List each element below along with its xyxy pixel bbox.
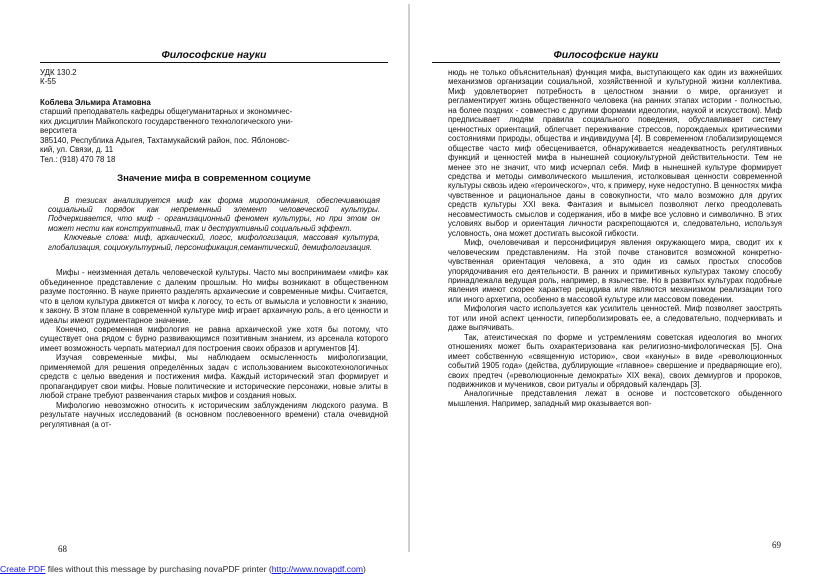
header-rule-left xyxy=(40,62,388,63)
address-line: кий, ул. Связи, д. 11 xyxy=(40,145,114,155)
keywords-paragraph: Ключевые слова: миф, архаический, логос, мифологизация, массовая культура, глобализация, социокультурный, персонификация,семантический, демифологизация. xyxy=(48,233,380,252)
novapdf-link[interactable]: http://www.novapdf.com xyxy=(271,564,364,574)
body-paragraph: Мифология часто используется как усилитель ценностей. Миф позволяет заострять тот или иной аспект ценности, гиперболизировать ее, а следовательно, подчеркивать и даже выпячивать. xyxy=(448,304,782,333)
right-body-text xyxy=(448,68,782,408)
body-paragraph: Мифы - неизменная деталь человеческой культуры. Часто мы воспринимаем «миф» как объединенное представление с далеким прошлым. Но мифы возникают в общественном разуме постоянно. В науке принято разделять архаические и современные мифы. Считается, что в целом культура движется от мифа к логосу, то есть от вымысла и условности к знанию, к закону. В этом плане в современной культуре миф играет архаичную роль, а его ценности и идеалы имеют рудиментарное значение. xyxy=(40,268,388,325)
footer-text-end: ) xyxy=(363,564,366,574)
body-paragraph: Мифологию невозможно относить к историческим заблуждениям людского разума. В результате научных исследований (в основном послевоенного времени) стала очевидной регулятивная (а от- xyxy=(40,400,388,429)
body-paragraph: Так, атеистическая по форме и устремлениям советская идеология во многих отношениях может быть охарактеризована как религиозно-мифологическая [5]. Она имеет собственную «священную историю», свои «кануны» в виде «революционных событий 1905 года» (действа, дублирующие «главное» свершение и предваряющие его), своих предтеч («революционные демократы» XIX века), своих демиургов и пророков, подвижников и мучеников, свои ритуалы и обрядовый календарь [3]. xyxy=(448,332,782,389)
create-pdf-link[interactable]: Create PDF xyxy=(0,564,46,574)
body-paragraph: нюдь не только объяснительная) функция мифа, выступающего как один из важнейших механизмов организации социальной, хозяйственной и культурной жизни коллектива. Миф удовлетворяет потребность в целостном знании о мире, организует и регламентирует жизнь общественного человека (на ранних этапах истории - полностью, на более поздних - совместно с другими формами идеологии, наукой и искусством). Миф предписывает людям правила социального поведения, обуславливает систему ценностных ориентаций, облегчает переживание стрессов, порождаемых критическими состояниями природы, общества и индивидуума [4]. В современном глобализирующемся обществе часто миф обесценивается, обнаруживается неадекватность регулятивных функций и ценностей мифа в нынешней социокультурной действительности. Тем не менее это не значит, что миф исчерпал себя. Миф в нынешней культуре формирует средства и методы символического мышления, истолковывая ценности современной культуры сквозь идею «героического», что, к примеру, нуке недоступно. В ценностях мифа чувственное и рациональное даны в совокупности, что мало возможно для других средств культуры XXI века. Фантазия и вымысел позволяют легко преодолевать несовместимость смыслов и содержания, ибо в мифе все условно и символично. В этих условиях выбор и ориентация личности раскрепощаются и, следовательно, используя условность, она может достигать высокой гибкости. xyxy=(448,68,782,238)
abstract-paragraph: В тезисах анализируется миф как форма миропонимания, обеспечивающая социальный порядок как непременный элемент человеческой культуры. Подчеркивается, что миф - организационный феномен культуры, но при этом он может нести как конструктивный, так и деструктивный социальный эффект. xyxy=(48,195,380,233)
footer-text: files without this message by purchasing novaPDF printer ( xyxy=(45,564,272,574)
body-paragraph: Изучая современные мифы, мы наблюдаем осмысленность мифологизации, применяемой для решения определённых задач с использованием высокотехнологичных средств с целью введения и постижения мифа. Каждый исторический этап формирует и пропагандирует свои мифы. Новые политические и исторические персонажи, новые элиты в любой стране требуют развенчания старых мифов и создания новых. xyxy=(40,353,388,401)
author-name: Коблева Эльмира Атамовна xyxy=(40,97,151,107)
running-head-left: Философские науки xyxy=(161,49,267,61)
pdf-watermark-footer xyxy=(0,564,366,574)
body-paragraph: Аналогичные представления лежат в основе и постсоветского обыденного мышления. Например, западный мир оказывается воп- xyxy=(448,389,782,408)
body-paragraph: Конечно, современная мифология не равна архаической уже хотя бы потому, что существует она рядом с бурно развивающимся позитивным знанием, из арсенала которого имеет возможность черпать материал для построения своих образов и аргументов [4]. xyxy=(40,324,388,353)
header-rule-right xyxy=(432,62,780,63)
page-number-left: 68 xyxy=(58,544,67,554)
page-number-right: 69 xyxy=(772,540,781,550)
library-code: К-55 xyxy=(40,77,57,87)
running-head-right: Философские науки xyxy=(553,49,659,61)
affiliation-line: ких дисциплин Майкопского государственного технологического уни- xyxy=(40,116,293,126)
right-column xyxy=(448,68,782,408)
abstract xyxy=(48,196,380,253)
article-title: Значение мифа в современном социуме xyxy=(117,173,311,185)
left-body-text xyxy=(40,268,388,429)
affiliation-line: старший преподаватель кафедры общегуманитарных и экономичес- xyxy=(40,107,293,117)
left-column xyxy=(40,68,388,429)
affiliation-line: верситета xyxy=(40,126,77,136)
phone-line: Тел.: (918) 470 78 18 xyxy=(40,154,116,164)
udk-code: УДК 130.2 xyxy=(40,68,77,77)
address-line: 385140, Республика Адыгея, Тахтамукайский район, пос. Яблоновс- xyxy=(40,135,290,145)
right-page xyxy=(410,0,820,580)
body-paragraph: Миф, очеловечивая и персонифицируя явления окружающего мира, сводит их к человеческим представлениям. На этой почве становится возможной конкретно-чувственная ориентация человека, а это один из самых простых способов упорядочивания его деятельности. В ранних и примитивных культурах такому способу принадлежала ведущая роль, например, в язычестве. Но в развитых культурах подобные явления имеют скорее характер рецидива или являются механизмом реализации того или иного архетипа, особенно в массовой культуре или массовом поведении. xyxy=(448,238,782,304)
